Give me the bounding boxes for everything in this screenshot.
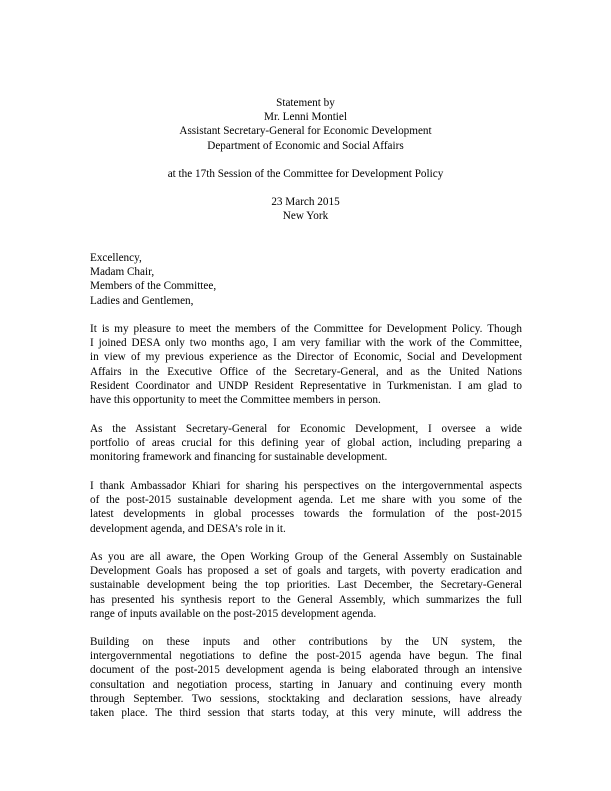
paragraph-line: in view of my previous experience as the Director of Economic, Social and Development (90, 351, 522, 364)
paragraph-line: through September. Two sessions, stocktaking and declaration sessions, have already (90, 692, 522, 705)
paragraph-line: As you are all aware, the Open Working Group of the General Assembly on Sustainable (90, 551, 522, 563)
paragraph-line: taken place. The third session that starts today, at this very minute, will address the (90, 706, 522, 719)
date-place (0, 195, 611, 223)
salutation-line: Ladies and Gentlemen, (90, 294, 194, 307)
paragraph-line: consultation and negotiation process, starting in January and continuing every month (90, 678, 522, 691)
paragraph-line: of the post-2015 sustainable development agenda. Let me share with you some of the (90, 494, 522, 507)
paragraph-line: document of the post-2015 development agenda is being elaborated through an intensive (90, 664, 522, 677)
header-session: at the 17th Session of the Committee for Development Policy (167, 168, 444, 180)
salutation-line: Excellency, (90, 252, 142, 264)
paragraph-line: has presented his synthesis report to the General Assembly, which summarizes the full (90, 593, 522, 606)
header-statement-by: Statement by (276, 97, 335, 109)
paragraph-line: portfolio of areas crucial for this defining year of global action, including preparing a (90, 437, 522, 450)
paragraph-line: development agenda, and DESA’s role in it. (90, 522, 286, 535)
salutation-line: Madam Chair, (90, 266, 155, 279)
paragraph-negotiations (90, 635, 522, 720)
paragraph-line: have this opportunity to meet the Committee members in person. (90, 393, 381, 406)
paragraph-role (90, 422, 522, 465)
paragraph-open-working-group (90, 550, 522, 621)
paragraph-line: range of inputs available on the post-2015 development agenda. (90, 607, 377, 620)
header-place: New York (282, 210, 329, 223)
header-date: 23 March 2015 (271, 196, 340, 208)
header-speaker-title: Assistant Secretary-General for Economic Development (179, 125, 432, 138)
paragraph-line: I joined DESA only two months ago, I am very familiar with the work of the Committee, (90, 337, 522, 350)
salutation-line: Members of the Committee, (90, 280, 217, 293)
paragraph-line: sustainable development being the top priorities. Last December, the Secretary-General (90, 579, 522, 592)
paragraph-line: Affairs in the Executive Office of the Secretary-General, and as the United Nations (90, 365, 522, 378)
paragraph-line: intergovernmental negotiations to define the post-2015 agenda have begun. The final (90, 650, 522, 663)
header-speaker-name: Mr. Lenni Montiel (264, 111, 347, 124)
salutation-block (90, 251, 216, 308)
statement-header (0, 96, 611, 153)
session-line (0, 167, 611, 181)
paragraph-line: Building on these inputs and other contributions by the UN system, the (90, 636, 522, 648)
paragraph-line: Resident Coordinator and UNDP Resident Representative in Turkmenistan. I am glad to (90, 379, 522, 392)
paragraph-line: It is my pleasure to meet the members of the Committee for Development Policy. Though (90, 323, 522, 335)
paragraph-line: monitoring framework and financing for sustainable development. (90, 451, 388, 464)
paragraph-line: latest developments in global processes towards the formulation of the post-2015 (90, 508, 522, 521)
paragraph-thanks (90, 479, 522, 536)
paragraph-introduction (90, 322, 522, 407)
paragraph-line: As the Assistant Secretary-General for Economic Development, I oversee a wide (90, 423, 522, 435)
header-department: Department of Economic and Social Affairs (207, 139, 404, 152)
paragraph-line: I thank Ambassador Khiari for sharing his perspectives on the intergovernmental aspects (90, 480, 522, 492)
paragraph-line: Development Goals has proposed a set of goals and targets, with poverty eradication and (90, 565, 522, 578)
